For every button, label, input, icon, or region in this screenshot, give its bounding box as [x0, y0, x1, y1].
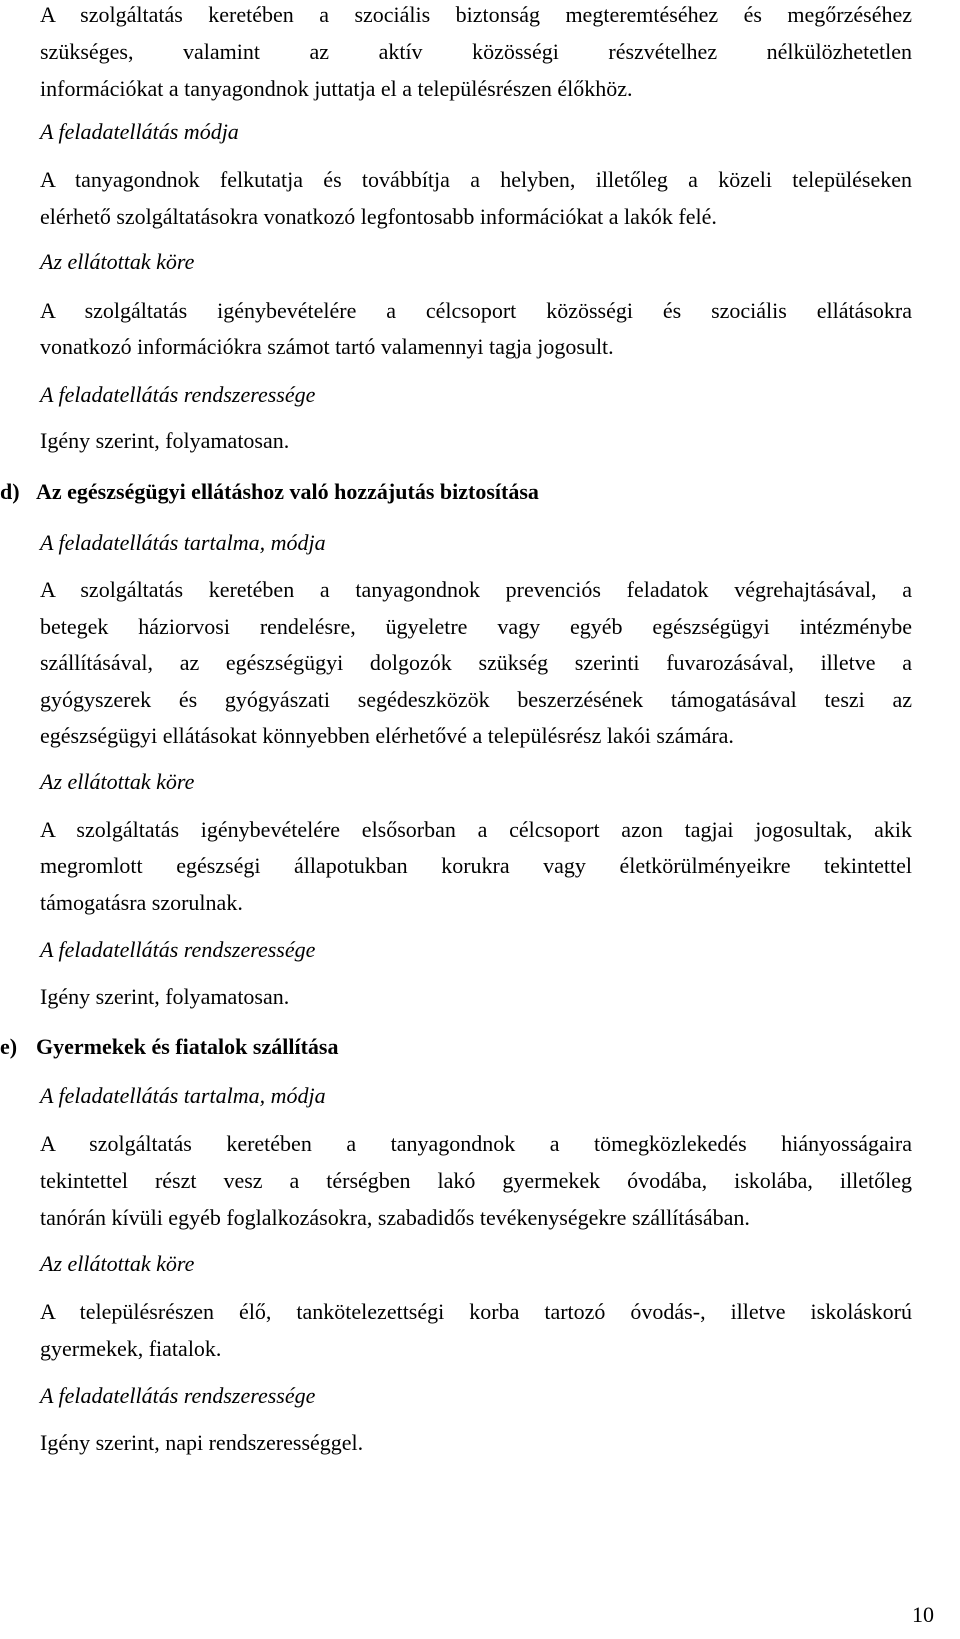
- section-e-heading: [0, 1032, 872, 1062]
- section-d-regularity-heading: A feladatellátás rendszeressége: [40, 937, 316, 962]
- regularity-text: Igény szerint, folyamatosan.: [40, 428, 290, 453]
- section-d-letter: d): [0, 479, 20, 504]
- intro-line-3: információkat a tanyagondnok juttatja el a településrészen élőkhöz.: [40, 76, 633, 101]
- section-e-content-line-1: A szolgáltatás keretében a tanyagondnok a tömegközlekedés hiányosságaira: [40, 1131, 912, 1156]
- section-e-circle-heading: Az ellátottak köre: [40, 1251, 195, 1276]
- section-d-circle-heading: Az ellátottak köre: [40, 769, 195, 794]
- intro-line-2: szükséges, valamint az aktív közösségi részvételhez nélkülözhetetlen: [40, 39, 912, 64]
- section-e-circle-line-1: A településrészen élő, tankötelezettségi korba tartozó óvodás-, illetve iskoláskorú: [40, 1299, 912, 1324]
- section-d-content-line-1: A szolgáltatás keretében a tanyagondnok prevenciós feladatok végrehajtásával, a: [40, 577, 912, 602]
- page-number: 10: [912, 1602, 934, 1627]
- section-d-circle-line-3: támogatásra szorulnak.: [40, 890, 243, 915]
- section-d-content-line-2: betegek háziorvosi rendelésre, ügyeletre vagy egyéb egészségügyi intézménybe: [40, 614, 912, 639]
- circle-heading: Az ellátottak köre: [40, 249, 195, 274]
- section-d-title: Az egészségügyi ellátáshoz való hozzájutás biztosítása: [36, 479, 539, 504]
- section-d-content-line-3: szállításával, az egészségügyi dolgozók szükség szerinti fuvarozásával, illetve a: [40, 650, 912, 675]
- section-d-regularity-text: Igény szerint, folyamatosan.: [40, 984, 290, 1009]
- mode-line-2: elérhető szolgáltatásokra vonatkozó legfontosabb információkat a lakók felé.: [40, 204, 717, 229]
- section-e-regularity-text: Igény szerint, napi rendszerességgel.: [40, 1430, 364, 1455]
- section-e-regularity-heading: A feladatellátás rendszeressége: [40, 1383, 316, 1408]
- intro-line-1: A szolgáltatás keretében a szociális biztonság megteremtéséhez és megőrzéséhez: [40, 2, 912, 27]
- circle-line-2: vonatkozó információkra számot tartó valamennyi tagja jogosult.: [40, 334, 614, 359]
- section-d-content-line-4: gyógyszerek és gyógyászati segédeszközök beszerzésének támogatásával teszi az: [40, 687, 912, 712]
- section-d-content-heading: A feladatellátás tartalma, módja: [40, 530, 326, 555]
- section-e-content-heading: A feladatellátás tartalma, módja: [40, 1083, 326, 1108]
- section-e-content-line-3: tanórán kívüli egyéb foglalkozásokra, szabadidős tevékenységekre szállításában.: [40, 1205, 750, 1230]
- section-e-content-line-2: tekintettel részt vesz a térségben lakó gyermekek óvodába, iskolába, illetőleg: [40, 1168, 912, 1193]
- mode-line-1: A tanyagondnok felkutatja és továbbítja a helyben, illetőleg a közeli településeken: [40, 167, 912, 192]
- mode-heading: A feladatellátás módja: [40, 119, 239, 144]
- section-d-circle-line-2: megromlott egészségi állapotukban korukra vagy életkörülményeikre tekintettel: [40, 853, 912, 878]
- section-d-circle-line-1: A szolgáltatás igénybevételére elsősorban a célcsoport azon tagjai jogosultak, akik: [40, 817, 912, 842]
- section-e-circle-line-2: gyermekek, fiatalok.: [40, 1336, 222, 1361]
- regularity-heading: A feladatellátás rendszeressége: [40, 382, 316, 407]
- circle-line-1: A szolgáltatás igénybevételére a célcsoport közösségi és szociális ellátásokra: [40, 298, 912, 323]
- section-e-letter: e): [0, 1034, 18, 1059]
- section-d-content-line-5: egészségügyi ellátásokat könnyebben elérhetővé a településrész lakói számára.: [40, 723, 734, 748]
- section-d-heading: [0, 477, 872, 507]
- section-e-title: Gyermekek és fiatalok szállítása: [36, 1034, 339, 1059]
